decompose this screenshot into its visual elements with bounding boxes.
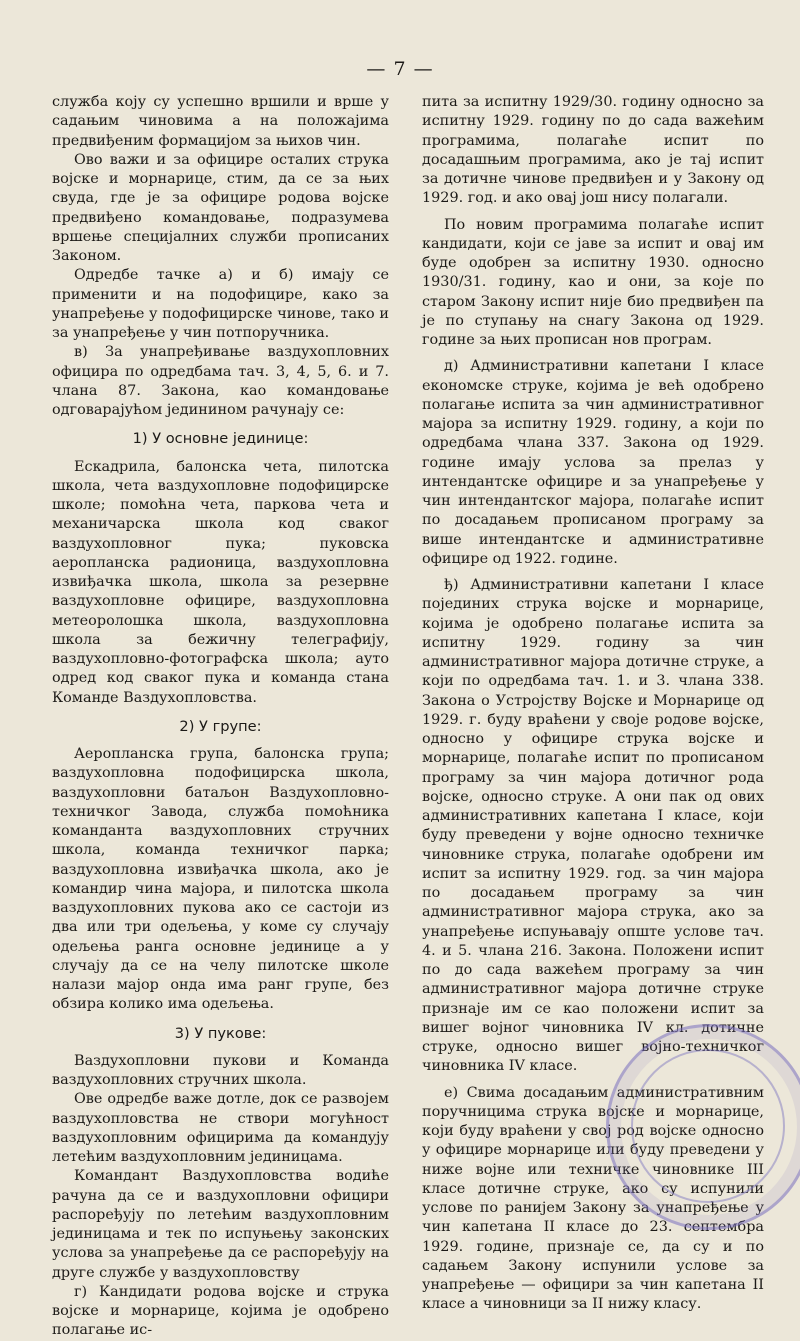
section-heading: 2) У групе: <box>179 717 262 735</box>
paragraph: в) За унапређивање ваздухопловних официра по одредбама тач. 3, 4, 5, 6. и 7. члана 87. Закона, као командовање одговарајућом јединином рачунају се: <box>52 344 389 418</box>
paragraph: служба коју су успешно вршили и врше у садањим чиновима а на положајима предвиђеним формацијом за њихов чин. <box>52 94 389 149</box>
section-heading: 3) У пукове: <box>174 1024 267 1042</box>
column-gutter <box>405 97 406 1027</box>
paragraph: Командант Ваздухопловства водиће рачуна да се и ваздухопловни официри распоређују по летећим ваздухопловним јединицама и тек по испуњењу законских услова за унапређење да се распоређују на друге службе у ваздухопловству <box>52 1168 389 1281</box>
library-stamp <box>606 1024 800 1230</box>
paragraph: е) Свима досадањим административним поручницима струка војске и морнарице, који буду враћени у свој род војске односно у официре морнарице или буду преведени у ниже војне или техничке чиновнике III класе дотичне струке, ако су испунили услове по ранијем Закону за унапређење у чин капетана II класе до 23. септембра 1929. године, признаје се, да су и по садањем Закону испунили услове за унапређење — официри за чин капетана II класе а чиновници за II нижу класу. <box>422 1084 764 1313</box>
library-stamp-inner-ring <box>631 1049 785 1203</box>
page-number: — 7 — <box>366 58 434 80</box>
paragraph: пита за испитну 1929/30. годину односно за испитну 1929. годину по до сада важећим програмима, полагаће испит по досадашњим програмима, ако је тај испит за дотичне чинове предвиђен и у Закону од 1929. год. и ако овај још нису полагали. <box>422 94 764 207</box>
section-heading: 1) У основне јединице: <box>132 430 309 448</box>
paragraph: г) Кандидати родова војске и струка војске и морнарице, којима је одобрено полагање ис- <box>52 1283 389 1339</box>
paragraph: Одредбе тачке а) и б) имају се применити и на подофицире, како за унапређење у подофицирске чинове, тако и за унапређење у чин потпоручника. <box>52 267 389 341</box>
paragraph: По новим програмима полагаће испит кандидати, који се јаве за испит и овај им буде одобрен за испитну 1930. односно 1930/31. годину, као и они, за које по старом Закону испит није био предвиђен па је по ступању на снагу Закона од 1929. године за њих прописан нов програм. <box>422 216 764 348</box>
left-column <box>52 93 389 1341</box>
paragraph: ђ) Административни капетани I класе појединих струка војске и морнарице, којима је одобрено полагање испита за испитну 1929. годину за чин административног мајора дотичне струке, а који по одредбама тач. 1. и 3. члана 338. Закона о Устројству Војске и Морнарице од 1929. г. буду враћени у своје родове војске, односно у официре струка војске и морнарице, полагаће испит по прописаном програму за чин мајора дотичног рода војске, односно струке. А они пак од ових административних капетана I класе, који буду преведени у војне односно техничке чиновнике струка, полагаће одобрени им испит за испитну 1929. год. за чин мајора по досадањем програму за чин административног мајора струка, ако за унапређење испуњавају опште услове тач. 4. и 5. члана 216. Закона. Положени испит по до сада важећем програму за чин административног мајора дотичне струке признаје им се као положени испит за вишег војног чиновника IV кл. дотичне струке, односно вишег војно-техничког чиновника IV класе. <box>422 577 764 1075</box>
paragraph: Ово важи и за официре осталих струка војске и морнарице, стим, да се за њих свуда, где је за официре родова војске предвиђено командовање, подразумева вршење специјалних служби прописаних Законом. <box>52 151 389 264</box>
paragraph: Аеропланска група, балонска група; ваздухопловна подофицирска школа, ваздухопловни батаљон Ваздухопловно-техничког Завода, служба помоћника команданта ваздухопловних стручних школа, команда техничког парка; ваздухопловна извиђачка школа, ако је командир чина мајора, и пилотска школа ваздухопловних пукова ако се састоји из два или три одељења, у коме су случају одељења ранга основне јединице а у случају да се на челу пилотске школе налази мајор онда има ранг групе, без обзира колико има одељења. <box>52 746 389 1013</box>
paragraph: Ескадрила, балонска чета, пилотска школа, чета ваздухопловне подофицирске школе; помоћна чета, паркова чета и механичарска школа код сваког ваздухопловног пука; пуковска аеропланска радионица, ваздухопловна извиђачка школа, школа за резервне ваздухопловне официре, ваздухопловна метеоролошка школа, ваздухопловна школа за бежичну телеграфију, ваздухопловно-фотографска школа; ауто одред код сваког пука и команда стана Команде Ваздухопловства. <box>52 458 389 706</box>
paragraph: Ваздухопловни пукови и Команда ваздухопловних стручних школа. <box>52 1052 389 1088</box>
paragraph: Ове одредбе важе дотле, док се развојем ваздухопловства не створи могућност ваздухопловним официрима да командују летећим ваздухопловним јединицама. <box>52 1091 389 1165</box>
paragraph: д) Административни капетани I класе економске струке, којима је већ одобрено полагање испита за чин административног мајора за испитну 1929. годину, а који по одредбама члана 337. Закона од 1929. године имају услова за прелаз у интендантске официре и за унапређење у чин интендантског мајора, полагаће испит по досадањем прописаном програму за више интендантске и административне официре од 1922. године. <box>422 358 764 567</box>
